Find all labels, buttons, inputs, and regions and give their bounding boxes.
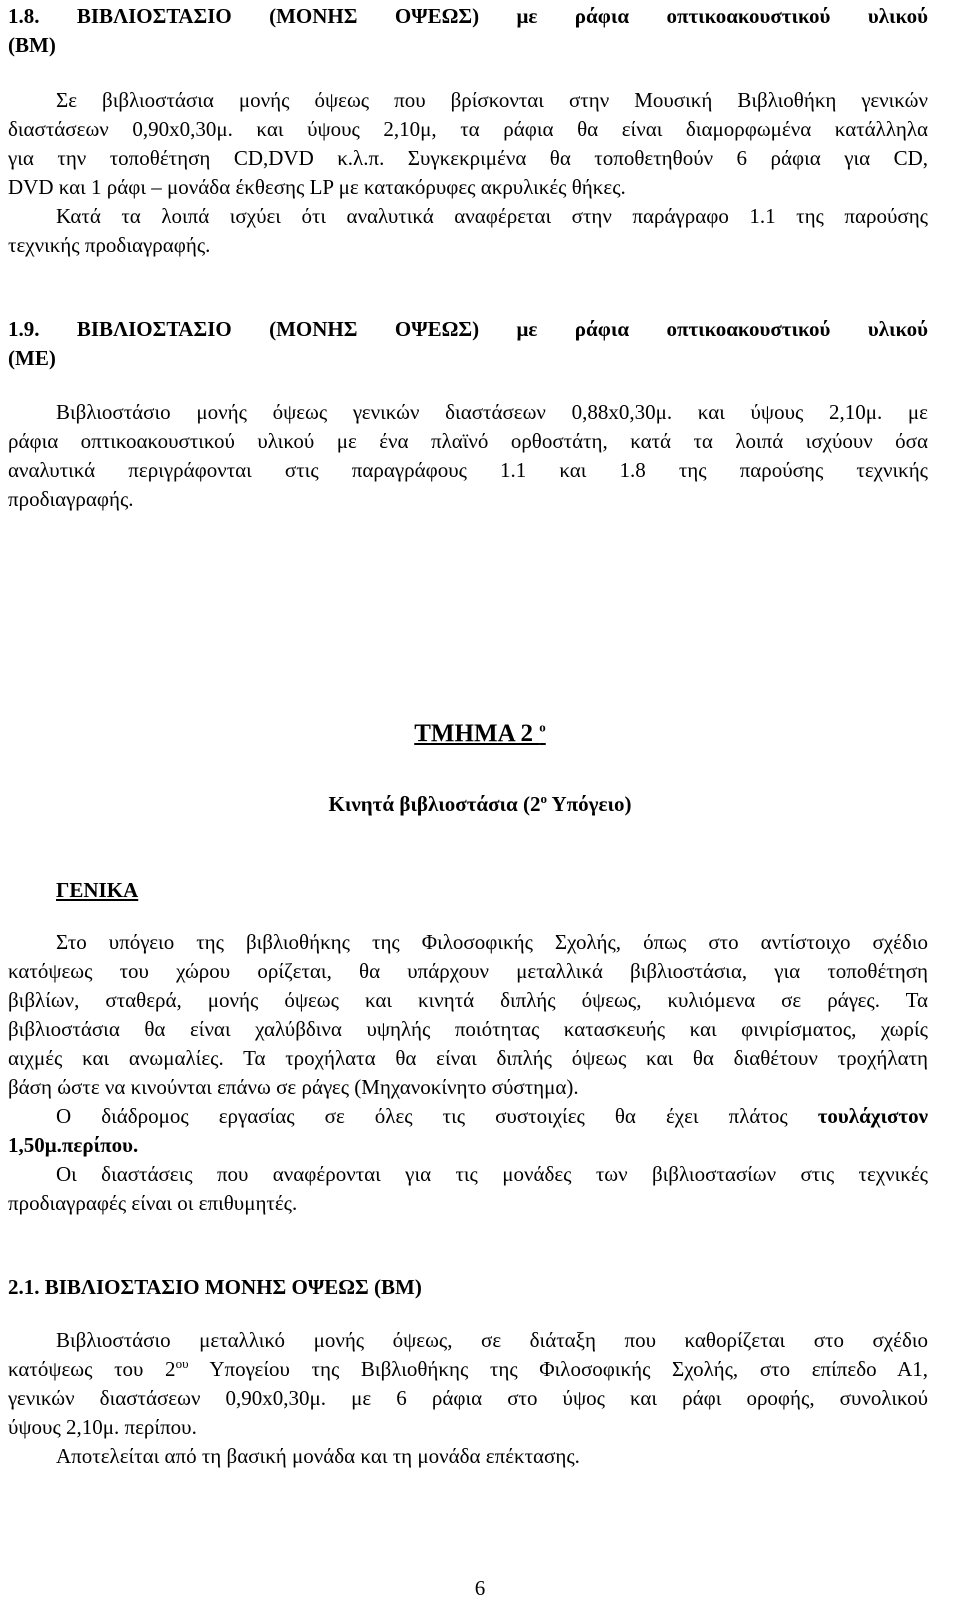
general-p3-line2: προδιαγραφές είναι οι επιθυμητές.: [8, 1191, 298, 1215]
section-1-8-p2-line2: τεχνικής προδιαγραφής.: [8, 233, 211, 257]
section-1-9-p1-line1: Βιβλιοστάσιο μονής όψεως γενικών διαστάσεων 0,88x0,30μ. και ύψους 2,10μ. με: [56, 400, 928, 424]
general-p2-line1: [56, 1102, 928, 1131]
section-2-1-p1-line3: γενικών διαστάσεων 0,90x0,30μ. με 6 ράφια στο ύψος και ράφι οροφής, συνολικού: [8, 1386, 928, 1410]
general-p1-line2: κατόψεως του χώρου ορίζεται, θα υπάρχουν μεταλλικά βιβλιοστάσια, για τοποθέτηση: [8, 959, 928, 983]
general-heading: ΓΕΝΙΚΑ: [56, 878, 139, 902]
section-1-8-p2-line1: Κατά τα λοιπά ισχύει ότι αναλυτικά αναφέρεται στην παράγραφο 1.1 της παρούσης: [56, 204, 928, 228]
section-2-1-heading: 2.1. ΒΙΒΛΙΟΣΤΑΣΙΟ ΜΟΝΗΣ ΟΨΕΩΣ (ΒΜ): [8, 1275, 422, 1299]
general-p2-line1-bold: τουλάχιστον: [817, 1104, 928, 1128]
section-1-9-heading-line2: (ΜΕ): [8, 346, 56, 370]
page-number: 6: [474, 1576, 486, 1600]
general-p1-line4: βιβλιοστάσια θα είναι χαλύβδινα υψηλής ποιότητας κατασκευής και φινιρίσματος, χωρίς: [8, 1017, 928, 1041]
section-1-8-p1-line3: για την τοποθέτηση CD,DVD κ.λ.π. Συγκεκριμένα θα τοποθετηθούν 6 ράφια για CD,: [8, 146, 928, 170]
general-p2-line2: 1,50μ.περίπου.: [8, 1133, 139, 1157]
part-2-subtitle-post: Υπόγειο): [547, 792, 632, 816]
section-1-8-p1-line1: Σε βιβλιοστάσια μονής όψεως που βρίσκονται στην Μουσική Βιβλιοθήκη γενικών: [56, 88, 928, 112]
part-2-subtitle-sup: ο: [540, 791, 548, 806]
section-1-9-p1-line3: αναλυτικά περιγράφονται στις παραγράφους 1.1 και 1.8 της παρούσης τεχνικής: [8, 458, 928, 482]
section-2-1-p1-line1: Βιβλιοστάσιο μεταλλικό μονής όψεως, σε διάταξη που καθορίζεται στο σχέδιο: [56, 1328, 928, 1352]
general-p1-line3: βιβλίων, σταθερά, μονής όψεως και κινητά διπλής όψεως, κυλιόμενα σε ράγες. Τα: [8, 988, 928, 1012]
part-2-title: [0, 717, 960, 751]
section-2-1-p1-line4: ύψους 2,10μ. περίπου.: [8, 1415, 197, 1439]
section-2-1-p1-line2: [8, 1355, 928, 1384]
section-1-8-p1-line2: διαστάσεων 0,90x0,30μ. και ύψους 2,10μ, τα ράφια θα είναι διαμορφωμένα κατάλληλα: [8, 117, 928, 141]
general-p1-line5: αιχμές και ανωμαλίες. Τα τροχήλατα θα είναι διπλής όψεως και θα διαθέτουν τροχήλατη: [8, 1046, 928, 1070]
section-1-9-heading-line1: 1.9. ΒΙΒΛΙΟΣΤΑΣΙΟ (ΜΟΝΗΣ ΟΨΕΩΣ) με ράφια οπτικοακουστικού υλικού: [8, 317, 928, 341]
general-p2-line1-text: Ο διάδρομος εργασίας σε όλες τις συστοιχίες θα έχει πλάτος: [56, 1104, 818, 1128]
section-1-8-heading-line2: (BM): [8, 33, 56, 57]
general-p3-line1: Οι διαστάσεις που αναφέρονται για τις μονάδες των βιβλιοστασίων στις τεχνικές: [56, 1162, 928, 1186]
general-p1-line6: βάση ώστε να κινούνται επάνω σε ράγες (Μηχανοκίνητο σύστημα).: [8, 1075, 579, 1099]
general-p1-line1: Στο υπόγειο της βιβλιοθήκης της Φιλοσοφικής Σχολής, όπως στο αντίστοιχο σχέδιο: [56, 930, 928, 954]
section-2-1-p2-line1: Αποτελείται από τη βασική μονάδα και τη μονάδα επέκτασης.: [56, 1444, 580, 1468]
part-2-subtitle-pre: Κινητά βιβλιοστάσια (2: [328, 792, 541, 816]
part-2-title-text: ΤΜΗΜΑ 2: [414, 720, 533, 747]
section-1-8-p1-line4: DVD και 1 ράφι – μονάδα έκθεσης LP με κατακόρυφες ακρυλικές θήκες.: [8, 175, 626, 199]
part-2-subtitle: [0, 790, 960, 819]
section-2-1-p1-line2-post: Υπογείου της Βιβλιοθήκης της Φιλοσοφικής Σχολής, στο επίπεδο Α1,: [188, 1357, 928, 1381]
section-2-1-p1-line2-pre: κατόψεως του 2: [8, 1357, 176, 1381]
part-2-title-sup: ο: [539, 719, 546, 735]
section-1-8-heading-line1: 1.8. ΒΙΒΛΙΟΣΤΑΣΙΟ (ΜΟΝΗΣ ΟΨΕΩΣ) με ράφια οπτικοακουστικού υλικού: [8, 4, 928, 28]
section-2-1-p1-line2-sup: ου: [175, 1356, 189, 1371]
section-1-9-p1-line4: προδιαγραφής.: [8, 487, 134, 511]
section-1-9-p1-line2: ράφια οπτικοακουστικού υλικού με ένα πλαϊνό ορθοστάτη, κατά τα λοιπά ισχύουν όσα: [8, 429, 928, 453]
